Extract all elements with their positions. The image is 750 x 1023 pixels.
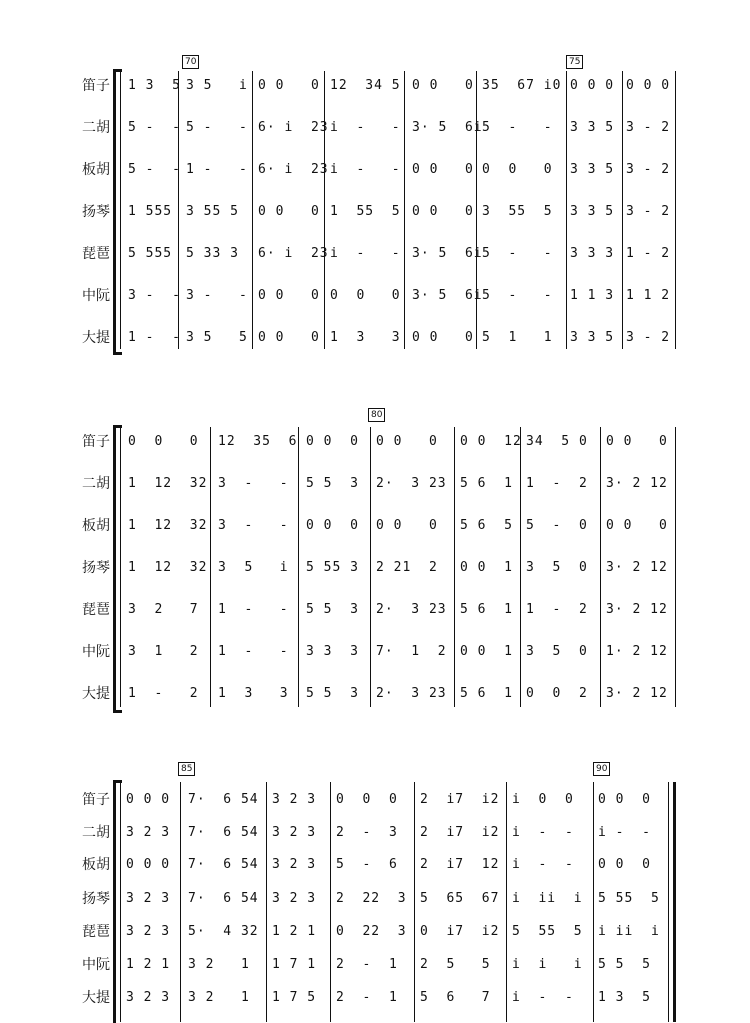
measure: 3· 5 6i [412,288,483,303]
measure: 0 0 0 [412,204,474,219]
measure: 5 5 5 [598,957,651,972]
instrument-label: 琵琶 [82,602,110,618]
measure: 1 12 32 [128,518,208,533]
measure: 5 5 3 [306,686,359,701]
barline [506,782,507,1022]
measure: 3 5 0 [526,560,588,575]
measure: 0 0 0 [570,78,615,93]
measure: 0 0 0 [412,330,474,345]
measure: 3 2 3 [272,857,317,872]
measure: 5 - - [482,120,553,135]
measure: 5 6 1 [460,686,513,701]
barline [298,427,299,707]
measure: 3 2 1 [188,990,250,1005]
measure: 5 65 67 [420,891,500,906]
measure: 0 0 0 [336,792,398,807]
instrument-label: 板胡 [82,857,110,873]
measure: 3 3 5 [570,330,615,345]
barline [593,782,594,1022]
measure: 5 33 3 [186,246,239,261]
barline [675,427,676,707]
measure: 0 0 0 [330,288,401,303]
measure: 1 2 1 [126,957,171,972]
system-inner-line [120,427,121,707]
measure: 2 5 5 [420,957,491,972]
instrument-label: 笛子 [82,78,110,94]
measure: 2· 3 23 [376,686,447,701]
measure: 3 - 2 [626,204,671,219]
instrument-label: 大提 [82,990,110,1006]
measure: 0 i7 i2 [420,924,500,939]
measure: 1 - - [218,644,289,659]
instrument-label: 二胡 [82,825,110,841]
measure: 1 12 32 [128,476,208,491]
measure: 0 0 0 [376,518,438,533]
measure: 3 5 5 [186,330,248,345]
measure: 0 0 0 [606,518,668,533]
measure: 1 55 5 [330,204,401,219]
instrument-label: 板胡 [82,518,110,534]
measure: 3 - - [128,288,181,303]
measure: i - - [330,120,401,135]
measure: 2 i7 12 [420,857,500,872]
measure: 1 - 2 [128,686,199,701]
measure: 0 0 0 [598,792,651,807]
measure: 5 6 5 [460,518,513,533]
measure: 5 - - [128,162,181,177]
measure: 3 - - [218,518,289,533]
measure: 7· 6 54 [188,825,259,840]
instrument-label: 扬琴 [82,560,110,576]
measure: 1 1 2 [626,288,671,303]
instrument-label: 板胡 [82,162,110,178]
rehearsal-mark: 75 [566,55,583,69]
instrument-label: 二胡 [82,476,110,492]
barline [266,782,267,1022]
measure: 7· 1 2 [376,644,447,659]
measure: 5 - 6 [336,857,398,872]
measure: 1 1 3 [570,288,615,303]
measure: 3 3 3 [570,246,615,261]
measure: 0 0 0 [306,518,359,533]
measure: i - - [512,825,574,840]
measure: 0 0 1 [460,644,513,659]
barline [454,427,455,707]
barline [566,71,567,349]
measure: 3· 2 12 [606,560,668,575]
measure: 3 2 3 [126,990,171,1005]
instrument-label: 大提 [82,330,110,346]
measure: 1 3 3 [330,330,401,345]
measure: 1 - 2 [626,246,671,261]
measure: 0 22 3 [336,924,407,939]
measure: 3 2 3 [126,825,171,840]
measure: 3 55 5 [186,204,239,219]
measure: 1 - - [186,162,248,177]
barline [330,782,331,1022]
measure: 0 0 0 [412,78,474,93]
measure: 0 0 0 [376,434,438,449]
measure: 3 2 3 [126,924,171,939]
measure: 0 0 0 [128,434,199,449]
measure: 1· 2 12 [606,644,668,659]
measure: 5· 4 32 [188,924,259,939]
barline [520,427,521,707]
barline [600,427,601,707]
measure: 5 6 1 [460,476,513,491]
instrument-label: 中阮 [82,957,110,973]
measure: 3 3 3 [306,644,359,659]
measure: 6· i 23 [258,246,329,261]
measure: 2 - 3 [336,825,398,840]
instrument-label: 大提 [82,686,110,702]
measure: 3 2 3 [126,891,171,906]
measure: 0 0 0 [258,330,320,345]
measure: 5 1 1 [482,330,553,345]
measure: 3 2 7 [128,602,199,617]
measure: i - - [512,857,574,872]
measure: i - - [512,990,574,1005]
measure: 5 - - [482,246,553,261]
instrument-label: 笛子 [82,792,110,808]
measure: 7· 6 54 [188,792,259,807]
instrument-label: 中阮 [82,644,110,660]
measure: 1 - - [128,330,181,345]
measure: 3 5 0 [526,644,588,659]
rehearsal-mark: 85 [178,762,195,776]
measure: 35 67 i0 [482,78,562,93]
measure: 0 0 0 [126,857,171,872]
measure: i - - [598,825,651,840]
instrument-label: 扬琴 [82,891,110,907]
barline [180,782,181,1022]
measure: 6· i 23 [258,162,329,177]
measure: 5 5 3 [306,476,359,491]
measure: 0 0 12 [460,434,522,449]
measure: 2 - 1 [336,990,398,1005]
measure: 3 3 5 [570,204,615,219]
measure: 1 - 2 [526,602,588,617]
barline [414,782,415,1022]
measure: 3· 2 12 [606,476,668,491]
instrument-label: 笛子 [82,434,110,450]
instrument-label: 扬琴 [82,204,110,220]
measure: 2· 3 23 [376,476,447,491]
measure: 0 0 2 [526,686,588,701]
measure: 3 2 3 [272,891,317,906]
measure: 0 0 0 [306,434,359,449]
measure: 3 5 i [218,560,289,575]
measure: 5 6 1 [460,602,513,617]
measure: 1 12 32 [128,560,208,575]
barline [476,71,477,349]
measure: i ii i [598,924,660,939]
measure: 3 - - [218,476,289,491]
measure: 0 0 0 [126,792,171,807]
measure: 3 - - [186,288,248,303]
measure: 0 0 0 [606,434,668,449]
system-inner-line [120,782,121,1022]
measure: 5 - - [186,120,248,135]
measure: 3 3 5 [570,162,615,177]
barline [324,71,325,349]
measure: 3 1 2 [128,644,199,659]
measure: 1 7 1 [272,957,317,972]
measure: 5 55 5 [598,891,660,906]
measure: i - - [330,162,401,177]
rehearsal-mark: 80 [368,408,385,422]
measure: 7· 6 54 [188,891,259,906]
measure: 5 6 7 [420,990,491,1005]
measure: 1 - 2 [526,476,588,491]
score-system-1 [0,55,750,355]
measure: 3 2 3 [272,825,317,840]
barline [178,71,179,349]
measure: 3 3 5 [570,120,615,135]
measure: 3 5 i [186,78,248,93]
measure: 5 - 0 [526,518,588,533]
measure: 3 - 2 [626,162,671,177]
measure: 0 0 1 [460,560,513,575]
instrument-label: 琵琶 [82,924,110,940]
rehearsal-mark: 90 [593,762,610,776]
measure: 3· 5 6i [412,120,483,135]
measure: i ii i [512,891,583,906]
measure: 1 3 5 [598,990,651,1005]
instrument-label: 二胡 [82,120,110,136]
system-inner-line [120,71,121,349]
instrument-label: 中阮 [82,288,110,304]
score-system-2 [0,405,750,715]
measure: 34 5 0 [526,434,588,449]
measure: 3 55 5 [482,204,553,219]
measure: 0 0 0 [258,204,320,219]
measure: 12 35 6 [218,434,298,449]
rehearsal-mark: 70 [182,55,199,69]
barline [404,71,405,349]
measure: 0 0 0 [258,288,320,303]
measure: 3 - 2 [626,330,671,345]
measure: i - - [330,246,401,261]
barline [210,427,211,707]
measure: 0 0 0 [258,78,320,93]
measure: 12 34 5 [330,78,401,93]
measure: 2 - 1 [336,957,398,972]
measure: 1 3 5 [128,78,181,93]
measure: 0 0 0 [412,162,474,177]
measure: 6· i 23 [258,120,329,135]
measure: 3 - 2 [626,120,671,135]
measure: 7· 6 54 [188,857,259,872]
measure: 2 i7 i2 [420,792,500,807]
measure: 3 2 3 [272,792,317,807]
measure: 2 i7 i2 [420,825,500,840]
barline [622,71,623,349]
measure: 2· 3 23 [376,602,447,617]
measure: 1 3 3 [218,686,289,701]
measure: 5 5 3 [306,602,359,617]
measure: 5 55 5 [512,924,583,939]
measure: 5 - - [482,288,553,303]
measure: 5 55 3 [306,560,359,575]
measure: 5 555 [128,246,173,261]
instrument-label: 琵琶 [82,246,110,262]
measure: 0 0 0 [482,162,553,177]
measure: 3· 2 12 [606,602,668,617]
measure: i 0 0 [512,792,574,807]
measure: 0 0 0 [626,78,671,93]
measure: 2 22 3 [336,891,407,906]
measure: 2 21 2 [376,560,438,575]
measure: 3· 2 12 [606,686,668,701]
measure: 1 555 [128,204,173,219]
score-system-3 [0,760,750,1007]
measure: 5 - - [128,120,181,135]
measure: 0 0 0 [598,857,651,872]
measure: 1 2 1 [272,924,317,939]
measure: 3 2 1 [188,957,250,972]
measure: i i i [512,957,583,972]
measure: 1 7 5 [272,990,317,1005]
final-repeat-barline [668,782,676,1022]
barline [252,71,253,349]
measure: 3· 5 6i [412,246,483,261]
barline [675,71,676,349]
measure: 1 - - [218,602,289,617]
barline [370,427,371,707]
